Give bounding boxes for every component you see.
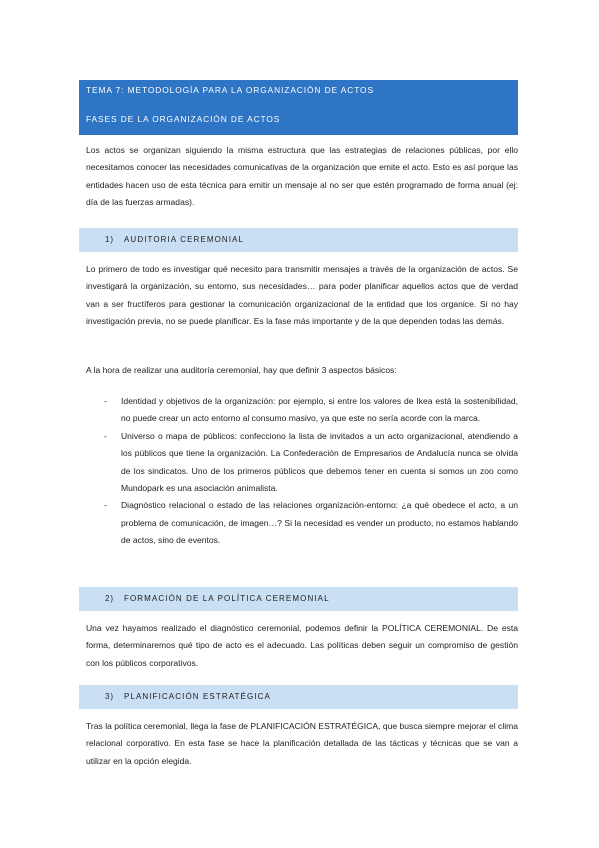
section-title: FORMACIÓN DE LA POLÍTICA CEREMONIAL — [124, 594, 330, 603]
section-number: 2) — [105, 594, 114, 603]
aspects-list — [86, 393, 518, 550]
section-heading-3 — [79, 685, 518, 709]
list-item — [86, 497, 518, 549]
list-item — [86, 428, 518, 498]
bullet-marker: - — [104, 500, 107, 511]
bullet-marker: - — [104, 430, 107, 441]
bullet-marker: - — [104, 396, 107, 406]
section-title: AUDITORIA CEREMONIAL — [124, 235, 245, 244]
list-item — [86, 393, 518, 428]
list-item-text: Diagnóstico relacional o estado de las relaciones organización-entorno: ¿a qué obedece el acto, a un problema de comunicación, de imagen…? Si la necesidad es vender un producto, no estamos hablando de actos, sino de eventos. — [121, 500, 518, 546]
section-1-paragraph-1: Lo primero de todo es investigar qué necesito para transmitir mensajes a través de la organización de actos. Se investigará la organización, su entorno, sus necesidades… para poder planificar aquellos actos que de verdad van a ser fructíferos para gestionar la comunicación organizacional de la entidad que los organice. Si no hay investigación previa, no se puede planificar. Es la fase más importante y de la que dependen todas las demás. — [86, 264, 518, 327]
section-number: 1) — [105, 235, 114, 244]
section-3-paragraph: Tras la política ceremonial, llega la fase de PLANIFICACIÓN ESTRATÉGICA, que busca siempre mejorar el clima relacional corporativo. En esta fase se hace la planificación detallada de las tácticas y técnicas que se van a utilizar en la opción elegida. — [86, 721, 518, 766]
section-1-paragraph-2: A la hora de realizar una auditoría ceremonial, hay que definir 3 aspectos básicos: — [86, 365, 397, 375]
section-title: PLANIFICACIÓN ESTRATÉGICA — [124, 692, 271, 701]
section-number: 3) — [105, 692, 114, 701]
section-heading-1 — [79, 228, 518, 252]
document-subtitle: FASES DE LA ORGANIZACIÓN DE ACTOS — [86, 114, 281, 124]
section-heading-2 — [79, 587, 518, 611]
section-2-paragraph: Una vez hayamos realizado el diagnóstico ceremonial, podemos definir la POLÍTICA CEREMONIAL. De esta forma, determinaremos qué tipo de acto es el adecuado. Las políticas deben seguir un compromiso de gestión con los públicos corporativos. — [86, 623, 518, 668]
header-banner — [79, 80, 518, 135]
list-item-text: Universo o mapa de públicos: confecciono la lista de invitados a un acto organizacional, atendiendo a los públicos que tiene la organización. La Confederación de Empresarios de Andalucía nunca se olvida de los sindicatos. Uno de los primeros públicos que debemos tener en cuenta si somos un zoo como Mundopark es una asociación animalista. — [121, 430, 518, 494]
list-item-text: Identidad y objetivos de la organización: por ejemplo, si entre los valores de Ikea está la sostenibilidad, no puede crear un acto entorno al consumo masivo, ya que este no sería acorde con la marca. — [121, 396, 518, 424]
intro-paragraph: Los actos se organizan siguiendo la misma estructura que las estrategias de relaciones públicas, por ello necesitamos conocer las necesidades comunicativas de la organización que emite el acto. Esto es así porque las entidades hacen uso de esta técnica para emitir un mensaje al no ser que estén programado de forma anual (ej: día de las fuerzas armadas). — [86, 145, 518, 208]
document-title: TEMA 7: METODOLOGÍA PARA LA ORGANIZACIÓN DE ACTOS — [86, 85, 374, 95]
